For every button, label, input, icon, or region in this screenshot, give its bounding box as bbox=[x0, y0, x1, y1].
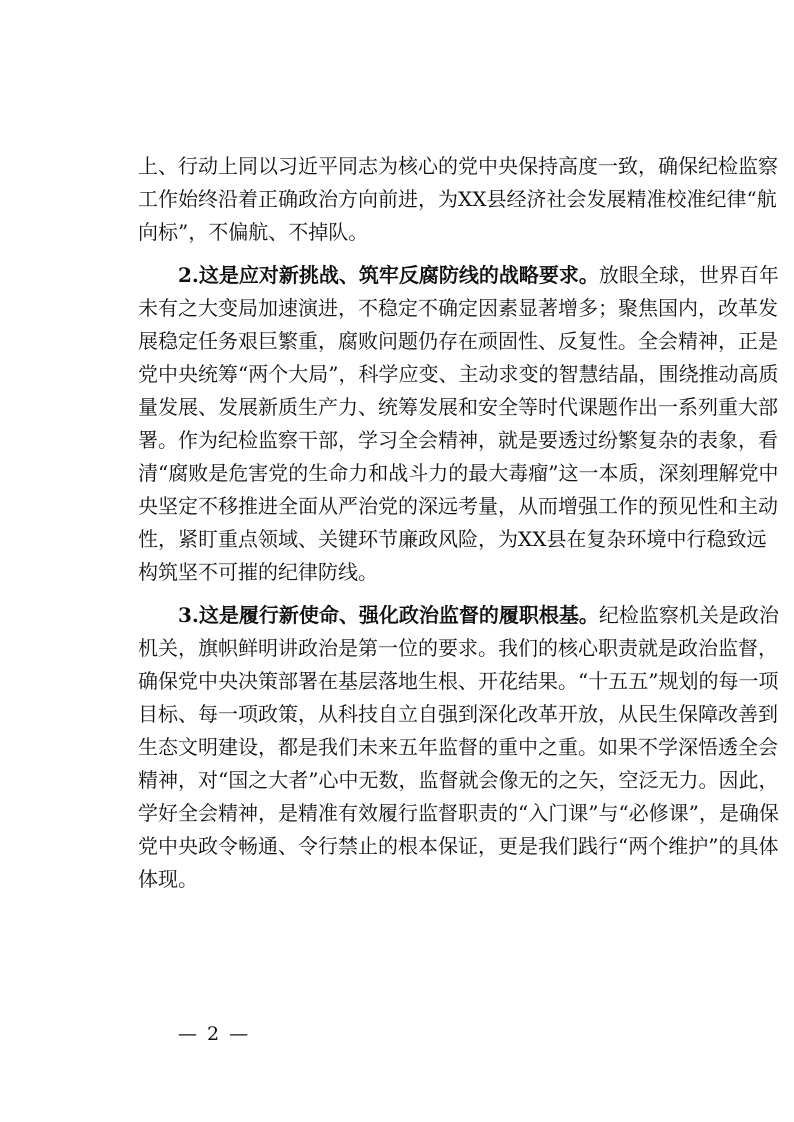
text-line bbox=[138, 259, 779, 292]
text-line: 量发展、发展新质生产力、统筹发展和安全等时代课题作出一系列重大部 bbox=[138, 395, 778, 419]
text-line: 署。作为纪检监察干部，学习全会精神，就是要透过纷繁复杂的表象，看 bbox=[138, 428, 778, 452]
paragraph-3 bbox=[138, 599, 779, 896]
text-line: 性，紧盯重点领域、关键环节廉政风险，为XX县在复杂环境中行稳致远 bbox=[138, 527, 767, 551]
text-line: 生态文明建设，都是我们未来五年监督的重中之重。如果不学深悟透全会 bbox=[138, 735, 778, 759]
paragraph-heading: 3.这是履行新使命、强化政治监督的履职根基。 bbox=[178, 603, 599, 627]
text-line: 上、行动上同以习近平同志为核心的党中央保持高度一致，确保纪检监察 bbox=[138, 154, 778, 178]
text-line: 体现。 bbox=[138, 867, 198, 891]
text-line: 清“腐败是危害党的生命力和战斗力的最大毒瘤”这一本质，深刻理解党中 bbox=[138, 461, 779, 485]
text-line: 未有之大变局加速演进，不稳定不确定因素显著增多；聚焦国内，改革发 bbox=[138, 296, 778, 320]
paragraph-heading: 2.这是应对新挑战、筑牢反腐防线的战略要求。 bbox=[178, 263, 599, 287]
text-line: 学好全会精神，是精准有效履行监督职责的“入门课”与“必修课”，是确保 bbox=[138, 801, 779, 825]
text-line: 央坚定不移推进全面从严治党的深远考量，从而增强工作的预见性和主动 bbox=[138, 494, 778, 518]
text-line: 党中央政令畅通、令行禁止的根本保证，更是我们践行“两个维护”的具体 bbox=[138, 834, 779, 858]
text-line: 构筑坚不可摧的纪律防线。 bbox=[138, 560, 378, 584]
text-line: 向标”，不偏航、不掉队。 bbox=[138, 220, 369, 244]
page-number: — 2 — bbox=[178, 1023, 251, 1045]
text-line: 目标、每一项政策，从科技自立自强到深化改革开放，从民生保障改善到 bbox=[138, 702, 778, 726]
text-line: 精神，对“国之大者”心中无数，监督就会像无的之矢，空泛无力。因此， bbox=[138, 768, 779, 792]
text-line: 党中央统筹“两个大局”，科学应变、主动求变的智慧结晶，围绕推动高质 bbox=[138, 362, 779, 386]
text-line: 展稳定任务艰巨繁重，腐败问题仍存在顽固性、反复性。全会精神，正是 bbox=[138, 329, 778, 353]
text-line bbox=[138, 599, 779, 632]
text-line: 机关，旗帜鲜明讲政治是第一位的要求。我们的核心职责就是政治监督， bbox=[138, 636, 778, 660]
paragraph-1 bbox=[138, 150, 778, 249]
text-run: 纪检监察机关是政治 bbox=[598, 603, 779, 627]
text-line: 确保党中央决策部署在基层落地生根、开花结果。“十五五”规划的每一项 bbox=[138, 669, 779, 693]
paragraph-2 bbox=[138, 259, 779, 589]
text-line: 工作始终沿着正确政治方向前进，为XX县经济社会发展精准校准纪律“航 bbox=[138, 187, 777, 211]
text-run: 放眼全球，世界百年 bbox=[598, 263, 779, 287]
document-body bbox=[138, 150, 779, 906]
